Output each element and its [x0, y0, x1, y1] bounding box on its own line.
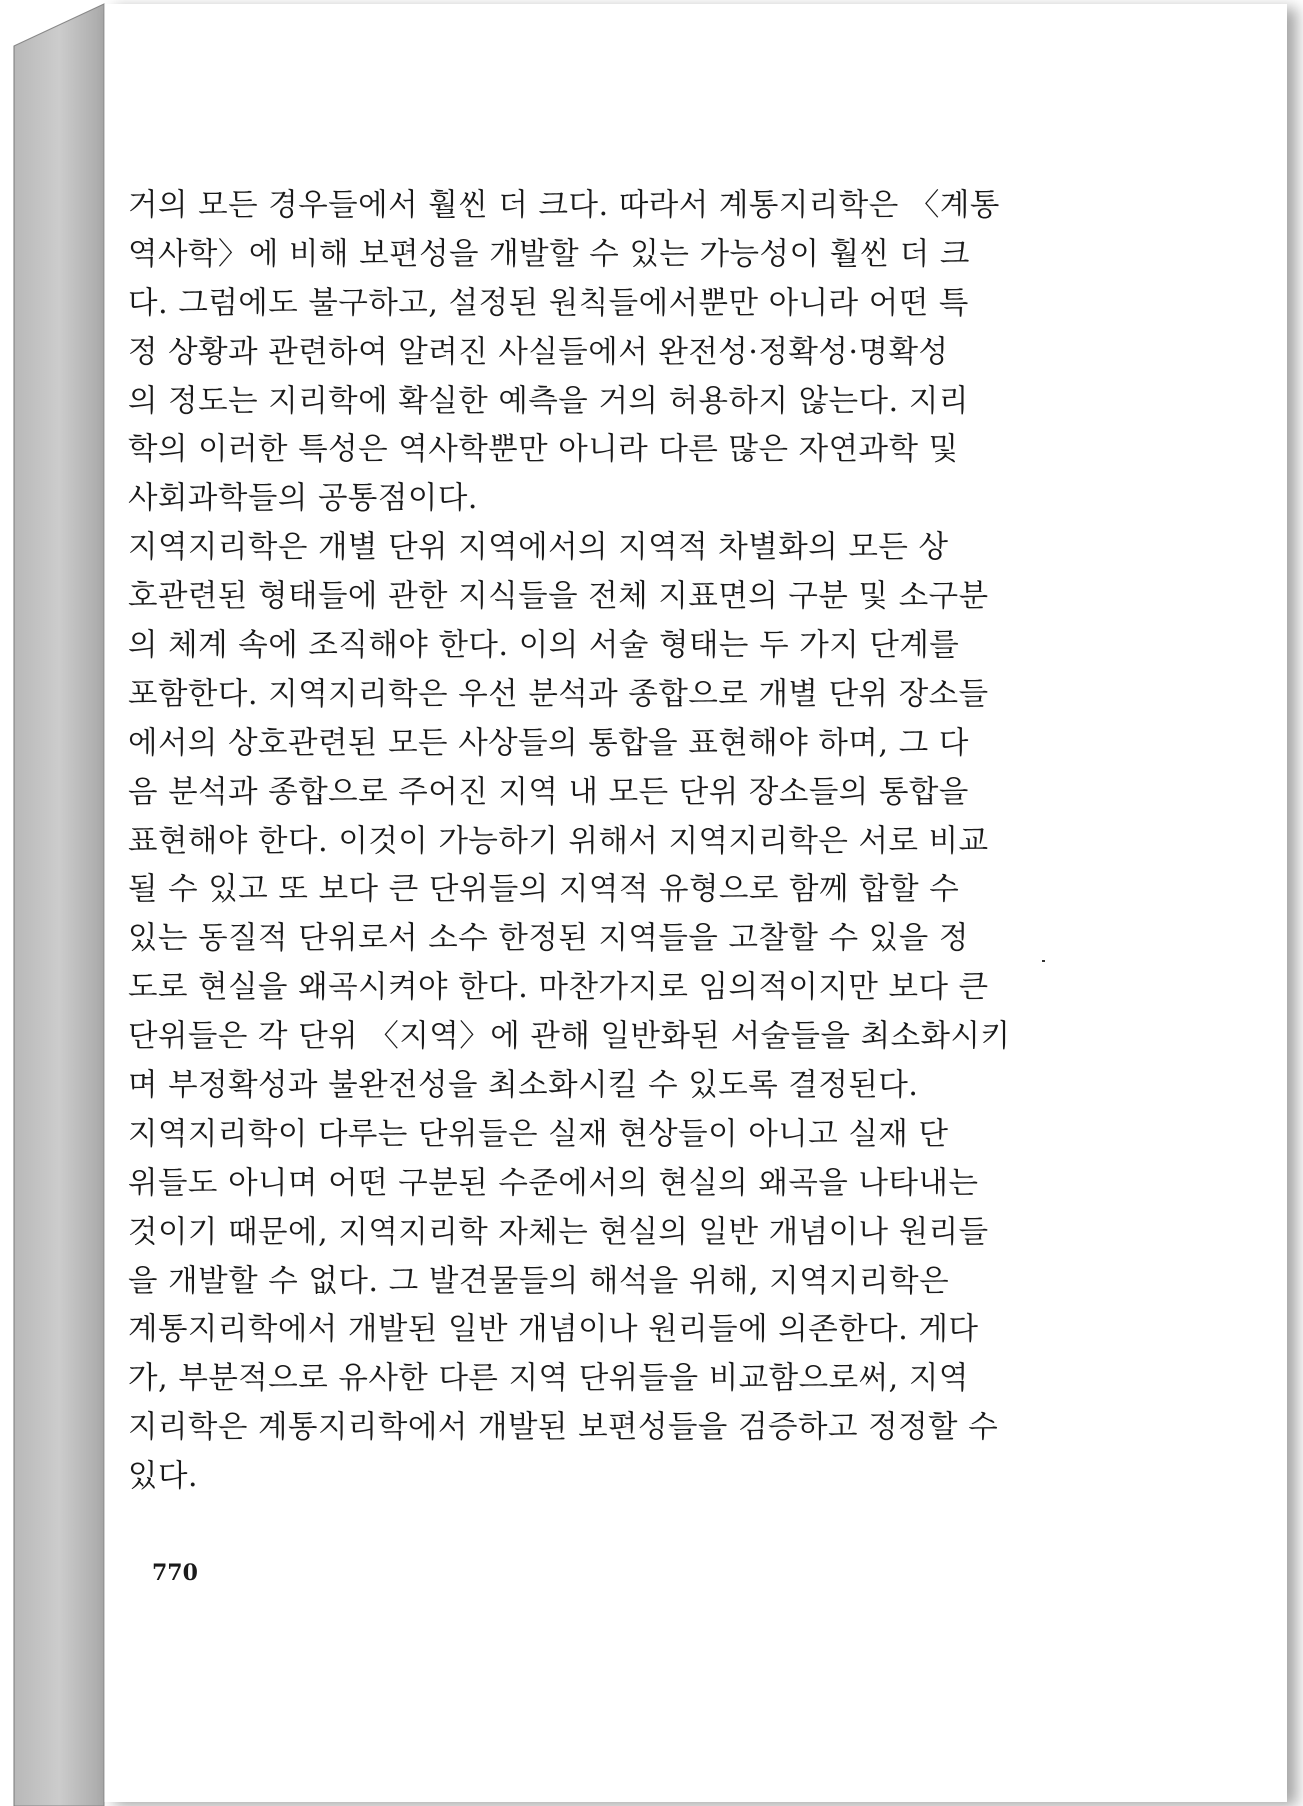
text-line: 단위들은 각 단위 〈지역〉에 관해 일반화된 서술들을 최소화시키	[128, 1019, 1011, 1055]
text-line: 다. 그럼에도 불구하고, 설정된 원칙들에서뿐만 아니라 어떤 특	[128, 285, 969, 321]
text-line: 학의 이러한 특성은 역사학뿐만 아니라 다른 많은 자연과학 및	[128, 432, 959, 468]
text-line: 거의 모든 경우들에서 훨씬 더 크다. 따라서 계통지리학은 〈계통	[128, 188, 1000, 223]
text-line: 지역지리학은 개별 단위 지역에서의 지역적 차별화의 모든 상	[128, 530, 949, 566]
text-line: 위들도 아니며 어떤 구분된 수준에서의 현실의 왜곡을 나타내는	[128, 1165, 979, 1201]
text-line: 것이기 때문에, 지역지리학 자체는 현실의 일반 개념이나 원리들	[128, 1214, 989, 1250]
text-line: 정 상황과 관련하여 알려진 사실들에서 완전성·정확성·명확성	[128, 334, 949, 370]
text-line: 의 정도는 지리학에 확실한 예측을 거의 허용하지 않는다. 지리	[128, 383, 969, 419]
text-line: 며 부정확성과 불완전성을 최소화시킬 수 있도록 결정된다.	[128, 1068, 919, 1104]
body-text	[128, 182, 1130, 1502]
text-line: 역사학〉에 비해 보편성을 개발할 수 있는 가능성이 훨씬 더 크	[128, 236, 970, 272]
page-number: 770	[152, 1560, 198, 1586]
text-line: 의 체계 속에 조직해야 한다. 이의 서술 형태는 두 가지 단계를	[128, 628, 960, 664]
text-line: 사회과학들의 공통점이다.	[128, 481, 478, 517]
text-line: 계통지리학에서 개발된 일반 개념이나 원리들에 의존한다. 게다	[128, 1312, 979, 1348]
text-line: 있는 동질적 단위로서 소수 한정된 지역들을 고찰할 수 있을 정	[128, 921, 969, 957]
text-line: 지역지리학이 다루는 단위들은 실재 현상들이 아니고 실재 단	[128, 1116, 949, 1152]
text-line: 호관련된 형태들에 관한 지식들을 전체 지표면의 구분 및 소구분	[128, 579, 989, 615]
text-line: 포함한다. 지역지리학은 우선 분석과 종합으로 개별 단위 장소들	[128, 676, 989, 712]
text-line: 을 개발할 수 없다. 그 발견물들의 해석을 위해, 지역지리학은	[128, 1263, 950, 1299]
text-line: 도로 현실을 왜곡시켜야 한다. 마찬가지로 임의적이지만 보다 큰	[128, 970, 989, 1006]
text-line: 에서의 상호관련된 모든 사상들의 통합을 표현해야 하며, 그 다	[128, 725, 969, 761]
text-line: 될 수 있고 또 보다 큰 단위들의 지역적 유형으로 함께 합할 수	[128, 872, 960, 908]
text-line: 표현해야 한다. 이것이 가능하기 위해서 지역지리학은 서로 비교	[128, 823, 989, 859]
text-line: 음 분석과 종합으로 주어진 지역 내 모든 단위 장소들의 통합을	[128, 774, 969, 810]
stray-mark	[1042, 960, 1045, 962]
text-line: 있다.	[128, 1459, 199, 1495]
text-line: 지리학은 계통지리학에서 개발된 보편성들을 검증하고 정정할 수	[128, 1410, 999, 1446]
text-line: 가, 부분적으로 유사한 다른 지역 단위들을 비교함으로써, 지역	[128, 1361, 969, 1397]
